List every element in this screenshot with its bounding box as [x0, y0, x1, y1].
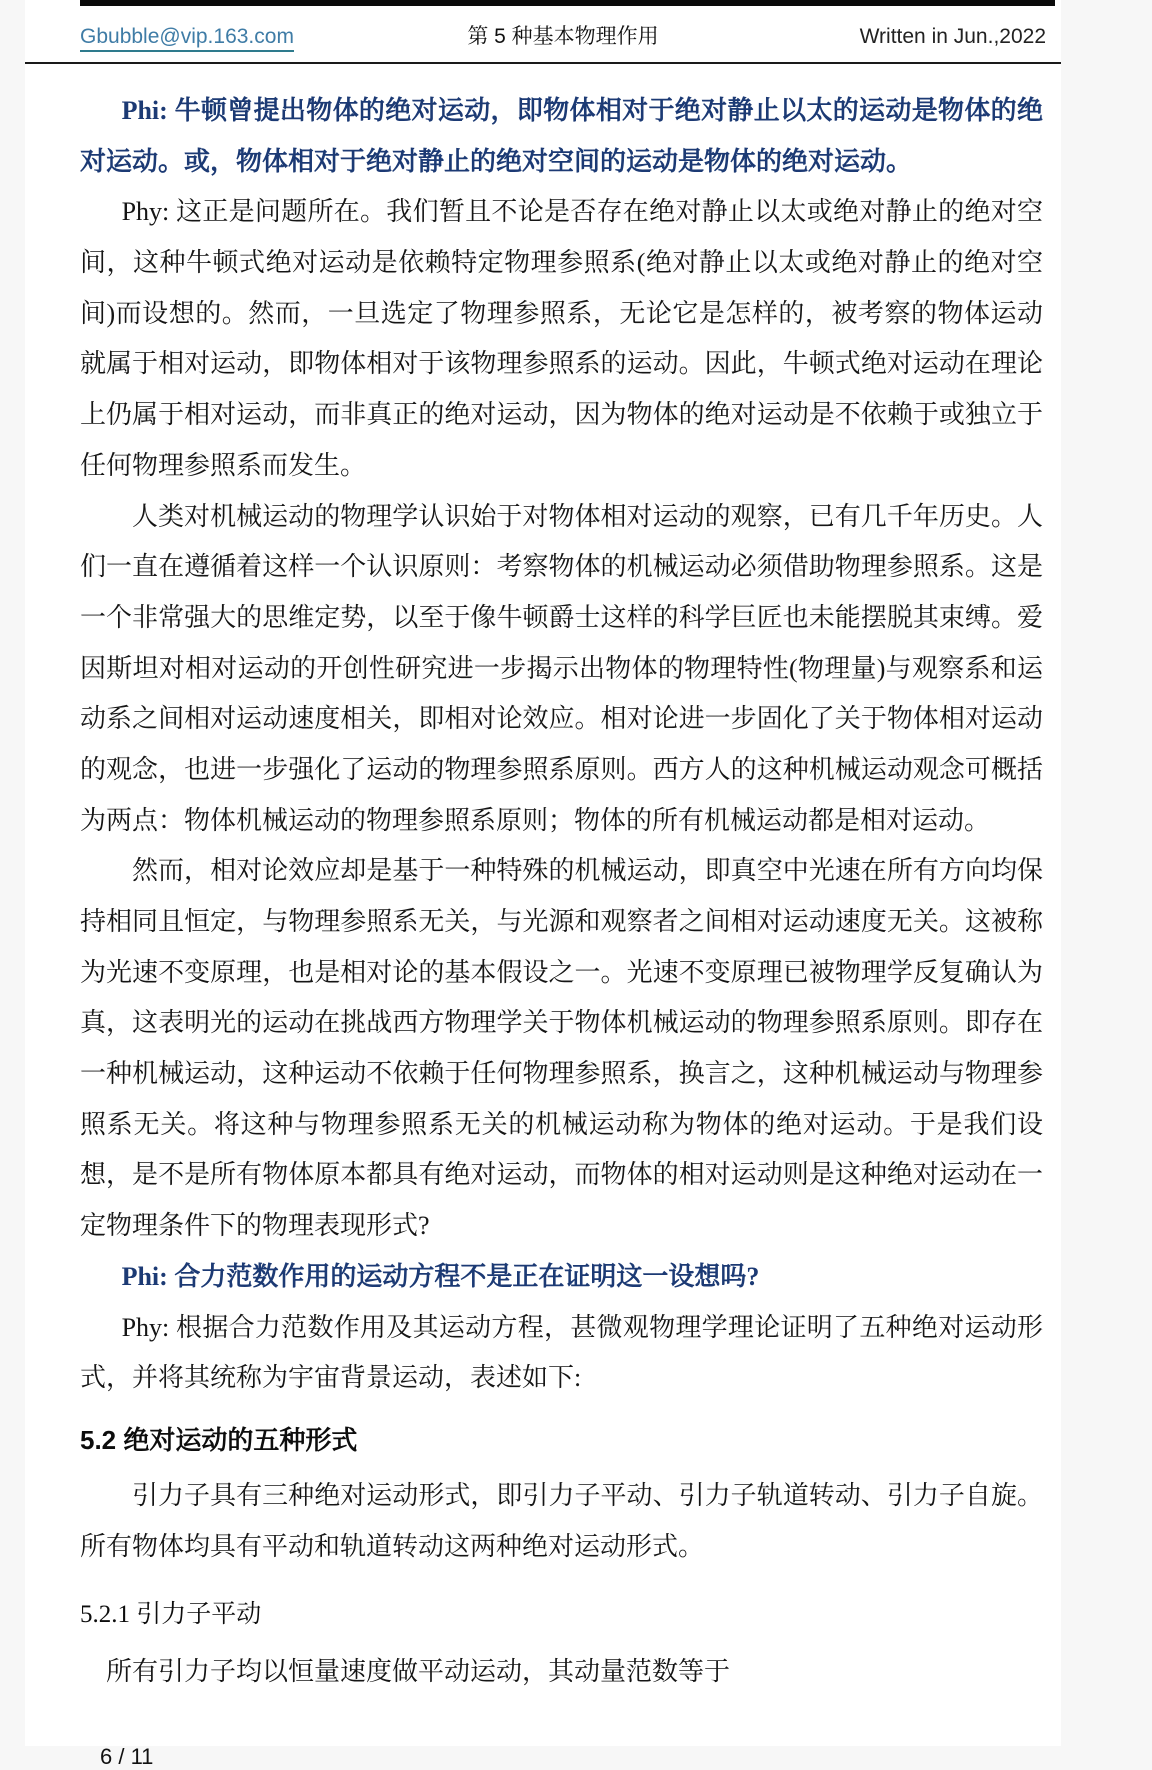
page-footer	[25, 1698, 1061, 1770]
dialog-phi-paragraph: Phi: 牛顿曾提出物体的绝对运动，即物体相对于绝对静止以太的运动是物体的绝对运动。或，物体相对于绝对静止的绝对空间的运动是物体的绝对运动。	[80, 96, 1043, 176]
body-paragraph-light-speed: 然而，相对论效应却是基于一种特殊的机械运动，即真空中光速在所有方向均保持相同且恒定，与物理参照系无关，与光源和观察者之间相对运动速度无关。这被称为光速不变原理，也是相对论的基本假设之一。光速不变原理已被物理学反复确认为真，这表明光的运动在挑战西方物理学关于物体机械运动的物理参照系原则。即存在一种机械运动，这种运动不依赖于任何物理参照系，换言之，这种机械运动与物理参照系无关。将这种与物理参照系无关的机械运动称为物体的绝对运动。于是我们设想，是不是所有物体原本都具有绝对运动，而物体的相对运动则是这种绝对运动在一定物理条件下的物理表现形式?	[80, 856, 1043, 1241]
subsection-heading-5-2-1: 5.2.1 引力子平动	[80, 1600, 262, 1628]
author-email-link[interactable]: Gbubble@vip.163.com	[80, 25, 294, 52]
written-date: Written in Jun.,2022	[859, 25, 1046, 48]
dialog-phy-answer: Phy: 根据合力范数作用及其运动方程，甚微观物理学理论证明了五种绝对运动形式，并将其统称为宇宙背景运动，表述如下:	[80, 1312, 1043, 1393]
document-title: 第 5 种基本物理作用	[467, 25, 659, 48]
scan-artifact-line	[80, 0, 1055, 6]
page-header	[25, 0, 1061, 64]
document-page	[25, 0, 1061, 1769]
body-paragraph-graviton-forms: 引力子具有三种绝对运动形式，即引力子平动、引力子轨道转动、引力子自旋。所有物体均具有平动和轨道转动这两种绝对运动形式。	[80, 1481, 1043, 1562]
body-paragraph-history: 人类对机械运动的物理学认识始于对物体相对运动的观察，已有几千年历史。人们一直在遵循着这样一个认识原则：考察物体的机械运动必须借助物理参照系。这是一个非常强大的思维定势，以至于像牛顿爵士这样的科学巨匠也未能摆脱其束缚。爱因斯坦对相对运动的开创性研究进一步揭示出物体的物理特性(物理量)与观察系和运动系之间相对运动速度相关，即相对论效应。相对论进一步固化了关于物体相对运动的观念，也进一步强化了运动的物理参照系原则。西方人的这种机械运动观念可概括为两点：物体机械运动的物理参照系原则；物体的所有机械运动都是相对运动。	[80, 501, 1043, 835]
document-body	[25, 64, 1061, 1698]
section-heading-5-2: 5.2 绝对运动的五种形式	[80, 1424, 358, 1455]
dialog-phi-question: Phi: 合力范数作用的运动方程不是正在证明这一设想吗?	[121, 1261, 760, 1291]
dialog-phy-paragraph: Phy: 这正是问题所在。我们暂且不论是否存在绝对静止以太或绝对静止的绝对空间，这种牛顿式绝对运动是依赖特定物理参照系(绝对静止以太或绝对静止的绝对空间)而设想的。然而，一旦选定了物理参照系，无论它是怎样的，被考察的物体运动就属于相对运动，即物体相对于该物理参照系的运动。因此，牛顿式绝对运动在理论上仍属于相对运动，而非真正的绝对运动，因为物体的绝对运动是不依赖于或独立于任何物理参照系而发生。	[80, 197, 1043, 480]
body-paragraph-graviton-translation: 所有引力子均以恒量速度做平动运动，其动量范数等于	[106, 1656, 731, 1686]
page-number: 6 / 11	[100, 1743, 154, 1769]
